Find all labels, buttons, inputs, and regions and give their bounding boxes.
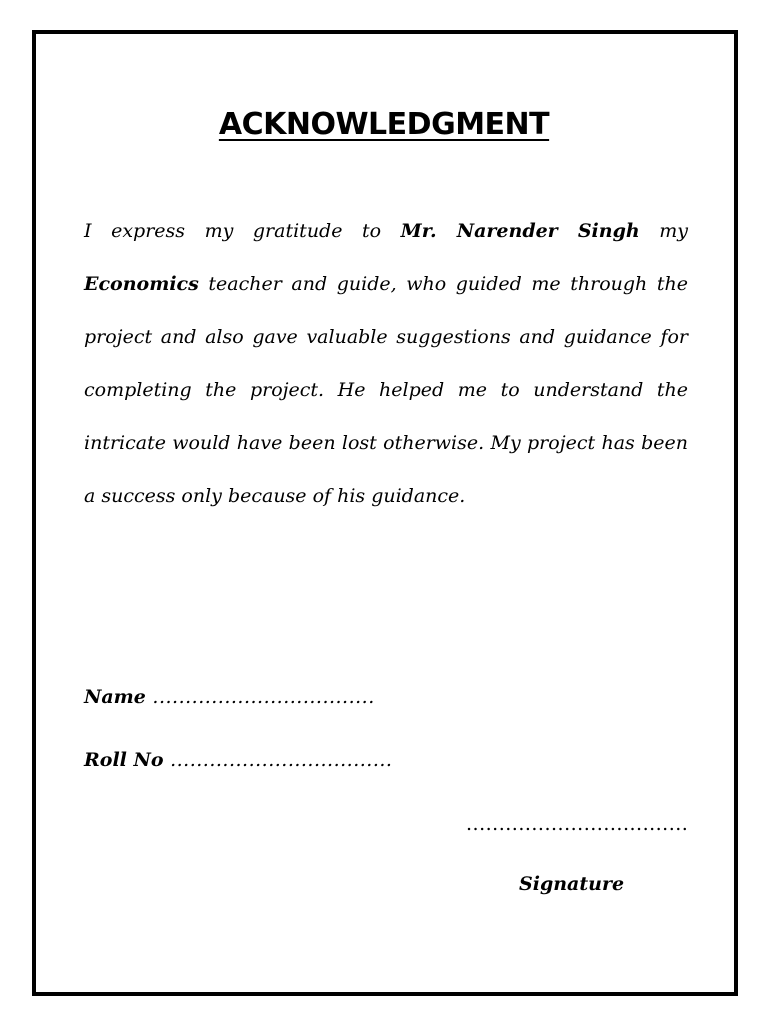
teacher-name: Mr. Narender Singh — [400, 220, 640, 242]
acknowledgment-paragraph — [84, 205, 688, 523]
signature-label: Signature — [519, 873, 625, 895]
roll-no-field — [84, 749, 392, 771]
paragraph-part-1: I express my gratitude to — [84, 220, 401, 242]
name-label: Name — [84, 686, 146, 708]
page-title-text: ACKNOWLEDGMENT — [218, 107, 550, 142]
signature-line: .................................. — [466, 813, 689, 835]
name-dots: .................................. — [145, 686, 375, 708]
page-title — [0, 107, 768, 142]
paragraph-part-2: my — [639, 220, 689, 242]
paragraph-part-3: teacher and guide, who guided me through the project and also gave valuable suggestions and guidance for completing the project. He helped me to understand the intricate would have been lost otherwise. My project has been a success only because of his guidance. — [84, 273, 688, 507]
subject-name: Economics — [84, 273, 199, 295]
roll-no-dots: .................................. — [163, 749, 393, 771]
roll-no-label: Roll No — [84, 749, 164, 771]
name-field — [84, 686, 375, 708]
